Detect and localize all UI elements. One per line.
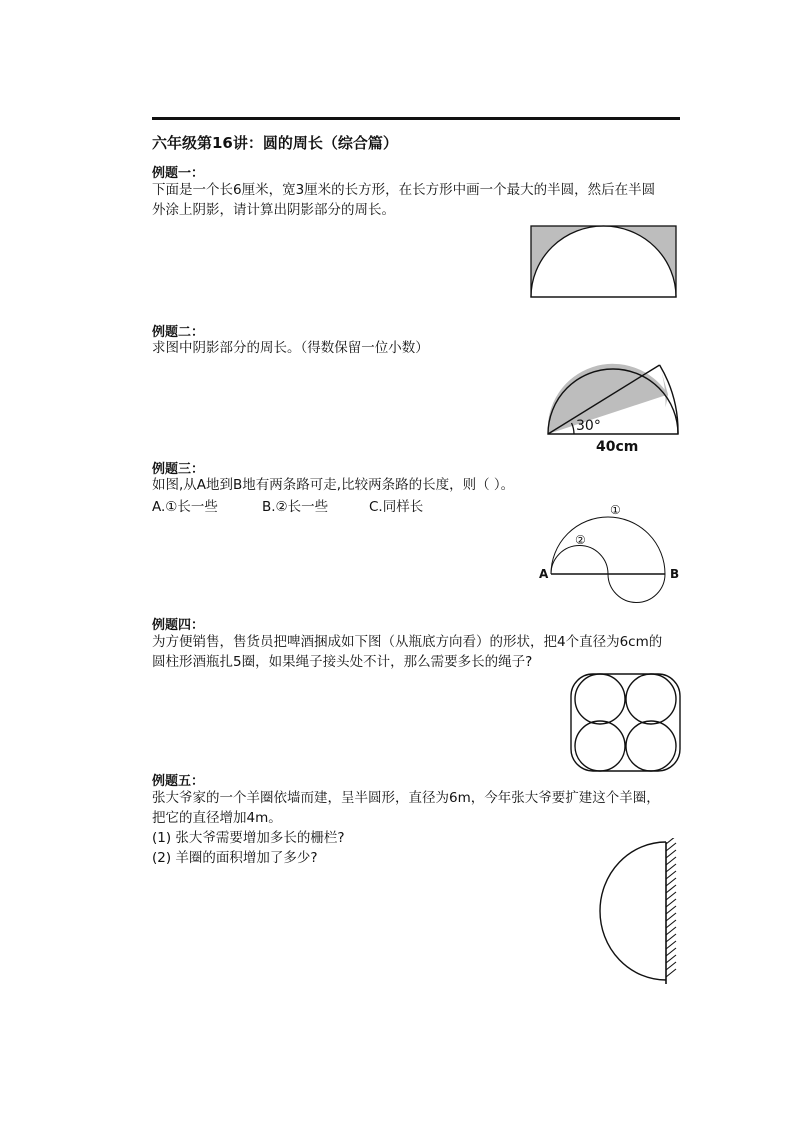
example-4-label: 例题四： bbox=[152, 618, 205, 633]
length-label: 40cm bbox=[596, 439, 639, 455]
hatch-line bbox=[666, 955, 676, 963]
example-3-option-b: B.②长一些 bbox=[262, 499, 329, 515]
hatch-line bbox=[666, 934, 676, 942]
hatch-line bbox=[666, 913, 676, 921]
example-5-figure bbox=[592, 838, 684, 988]
rope-outline bbox=[571, 674, 680, 771]
hatch-line bbox=[666, 892, 676, 900]
example-3-figure bbox=[535, 498, 685, 610]
path-1-label: ① bbox=[610, 503, 621, 517]
example-1-line-2: 外涂上阴影，请计算出阴影部分的周长。 bbox=[152, 202, 395, 218]
example-5-label: 例题五： bbox=[152, 774, 205, 789]
example-5-question-2: (2) 羊圈的面积增加了多少? bbox=[152, 850, 318, 866]
example-3-line-1: 如图,从A地到B地有两条路可走,比较两条路的长度，则（ ）。 bbox=[152, 477, 515, 493]
path-1 bbox=[551, 517, 665, 574]
example-1-figure bbox=[528, 223, 680, 301]
example-2-line-1: 求图中阴影部分的周长。（得数保留一位小数） bbox=[152, 340, 429, 356]
bottle-circle bbox=[575, 674, 625, 724]
example-1-label: 例题一： bbox=[152, 166, 205, 181]
hatch-line bbox=[666, 885, 676, 893]
wall-hatching bbox=[666, 838, 676, 977]
point-a-label: A bbox=[539, 567, 549, 581]
hatch-line bbox=[666, 899, 676, 907]
hatch-line bbox=[666, 969, 676, 977]
example-4-figure bbox=[568, 671, 684, 775]
path-2-label: ② bbox=[575, 533, 586, 547]
pen-semicircle bbox=[600, 842, 666, 980]
example-4-line-2: 圆柱形酒瓶扎5圈，如果绳子接头处不计，那么需要多长的绳子? bbox=[152, 654, 533, 670]
example-5-question-1: (1) 张大爷需要增加多长的栅栏? bbox=[152, 830, 345, 846]
hatch-line bbox=[666, 864, 676, 872]
hatch-line bbox=[666, 941, 676, 949]
hatch-line bbox=[666, 850, 676, 858]
example-3-label: 例题三： bbox=[152, 462, 205, 477]
example-4-line-1: 为方便销售，售货员把啤酒捆成如下图（从瓶底方向看）的形状，把4个直径为6cm的 bbox=[152, 634, 663, 650]
hatch-line bbox=[666, 920, 676, 928]
hatch-line bbox=[666, 878, 676, 886]
page-title: 六年级第16讲：圆的周长（综合篇） bbox=[152, 134, 398, 152]
hatch-line bbox=[666, 906, 676, 914]
example-3-option-a: A.①长一些 bbox=[152, 499, 218, 515]
example-5-line-2: 把它的直径增加4m。 bbox=[152, 810, 282, 826]
bottle-circle bbox=[626, 674, 676, 724]
hatch-line bbox=[666, 843, 676, 851]
bottle-circle bbox=[626, 721, 676, 771]
hatch-line bbox=[666, 871, 676, 879]
example-5-line-1: 张大爷家的一个羊圈依墙而建，呈半圆形，直径为6m，今年张大爷要扩建这个羊圈， bbox=[152, 790, 660, 806]
angle-label: 30° bbox=[576, 418, 601, 434]
example-1-line-1: 下面是一个长6厘米，宽3厘米的长方形，在长方形中画一个最大的半圆，然后在半圆 bbox=[152, 182, 656, 198]
bottle-circle bbox=[575, 721, 625, 771]
top-rule bbox=[152, 117, 680, 120]
example-3-option-c: C.同样长 bbox=[369, 499, 424, 515]
example-2-figure bbox=[540, 358, 685, 455]
hatch-line bbox=[666, 927, 676, 935]
hatch-line bbox=[666, 857, 676, 865]
example-2-label: 例题二： bbox=[152, 325, 205, 340]
point-b-label: B bbox=[670, 567, 680, 581]
hatch-line bbox=[666, 962, 676, 970]
hatch-line bbox=[666, 948, 676, 956]
hatch-line bbox=[666, 838, 676, 844]
